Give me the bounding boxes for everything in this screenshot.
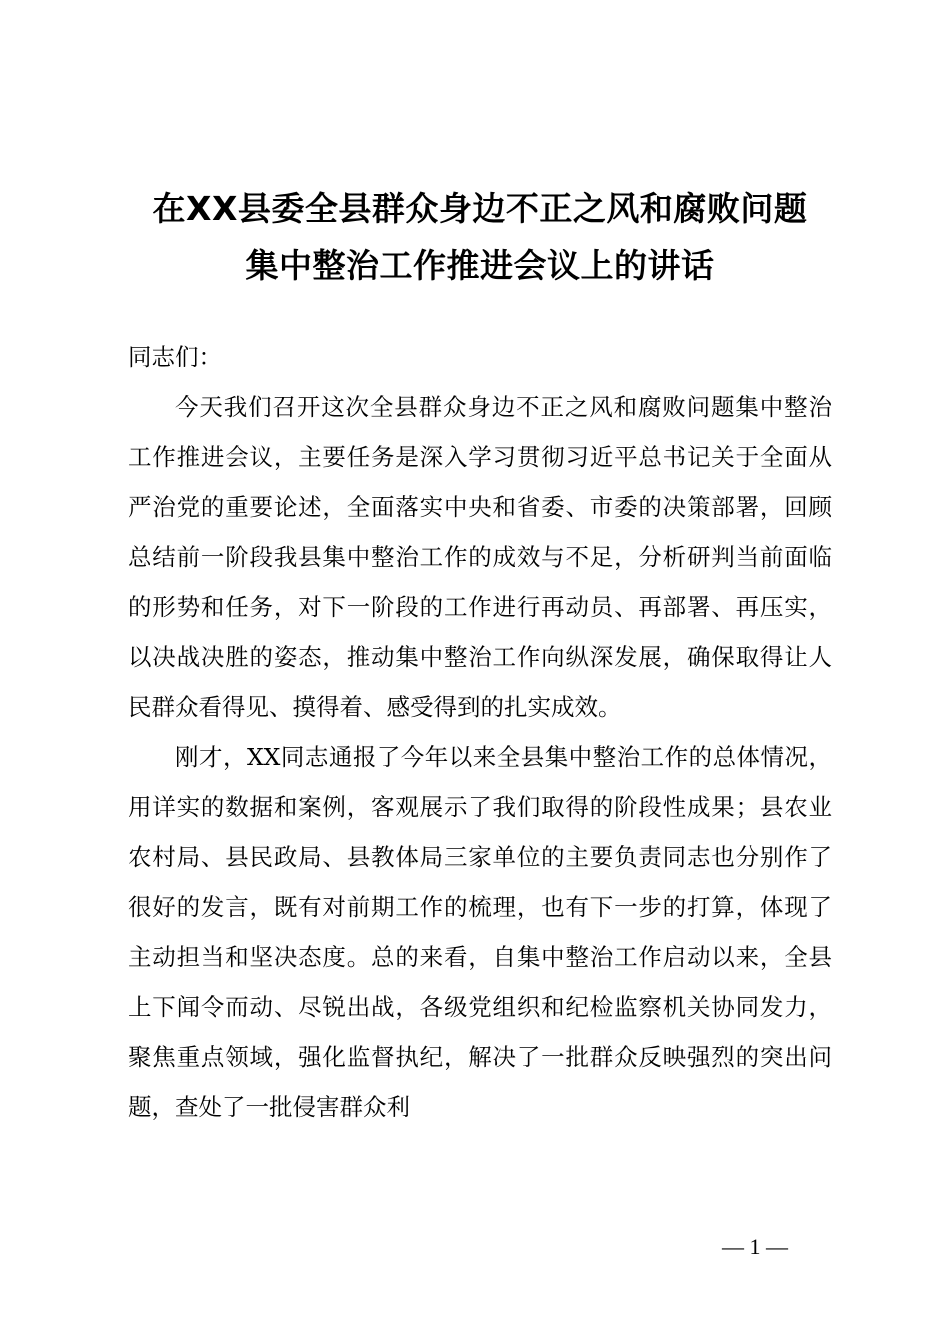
paragraph-1: 今天我们召开这次全县群众身边不正之风和腐败问题集中整治工作推进会议，主要任务是深入学习贯彻习近平总书记关于全面从严治党的重要论述，全面落实中央和省委、市委的决策部署，回顾总结前一阶段我县集中整治工作的成效与不足，分析研判当前面临的形势和任务，对下一阶段的工作进行再动员、再部署、再压实，以决战决胜的姿态，推动集中整治工作向纵深发展，确保取得让人民群众看得见、摸得着、感受得到的扎实成效。: [128, 393, 832, 721]
document-title: [100, 180, 860, 294]
page-number: — 1 —: [722, 1234, 788, 1259]
document-body: [128, 332, 832, 1132]
title-line-2: 集中整治工作推进会议上的讲话: [245, 246, 715, 285]
salutation: 同志们：: [128, 343, 222, 371]
paragraph-2: 刚才，XX同志通报了今年以来全县集中整治工作的总体情况，用详实的数据和案例，客观展示了我们取得的阶段性成果；县农业农村局、县民政局、县教体局三家单位的主要负责同志也分别作了很好的发言，既有对前期工作的梳理，也有下一步的打算，体现了主动担当和坚决态度。总的来看，自集中整治工作启动以来，全县上下闻令而动、尽锐出战，各级党组织和纪检监察机关协同发力，聚焦重点领域，强化监督执纪，解决了一批群众反映强烈的突出问题，查处了一批侵害群众利: [128, 743, 832, 1121]
title-line-1: 在XX县委全县群众身边不正之风和腐败问题: [152, 189, 808, 228]
